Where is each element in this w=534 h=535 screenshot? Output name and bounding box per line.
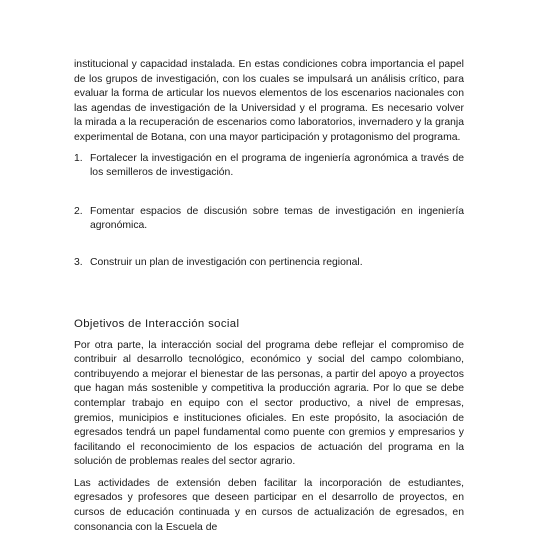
list-item-text: Fomentar espacios de discusión sobre temas de investigación en ingeniería agronómica. — [90, 205, 464, 232]
list-item-number: 1. — [74, 152, 83, 164]
section-paragraph-2: Las actividades de extensión deben facilitar la incorporación de estudiantes, egresados y profesores que deseen participar en el desarrollo de proyectos, en cursos de educación continuada y en cursos de actualización de egresados, en consonancia con la Escuela de — [74, 477, 464, 533]
list-item — [74, 205, 464, 234]
intro-paragraph: institucional y capacidad instalada. En estas condiciones cobra importancia el papel de los grupos de investigación, con los cuales se impulsará un análisis crítico, para evaluar la forma de articular los nuevos elementos de los escenarios nacionales con las agendas de investigación de la Universidad y el programa. Es necesario volver la mirada a la recuperación de escenarios como laboratorios, invernadero y la granja experimental de Botana, con una mayor participación y protagonismo del programa. — [74, 59, 464, 143]
list-item — [74, 256, 464, 271]
section-heading: Objetivos de Interacción social — [74, 317, 240, 330]
objectives-list — [74, 152, 464, 271]
page-content — [74, 58, 464, 535]
list-item-text: Construir un plan de investigación con pertinencia regional. — [90, 256, 363, 268]
list-item-number: 2. — [74, 205, 83, 217]
list-item — [74, 152, 464, 181]
list-item-number: 3. — [74, 256, 83, 268]
section-paragraph-1: Por otra parte, la interacción social del programa debe reflejar el compromiso de contribuir al desarrollo tecnológico, económico y social del campo colombiano, contribuyendo a mejorar el bienestar de las personas, a partir del apoyo a proyectos que hagan más sostenible y competitiva la producción agraria. Por lo que se debe contemplar trabajo en equipo con el sector productivo, a nivel de empresas, gremios, municipios e instituciones oficiales. En este propósito, la asociación de egresados tendrá un papel fundamental como puente con gremios y empresarios y facilitando el reconocimiento de los espacios de actuación del programa en la solución de problemas reales del sector agrario. — [74, 339, 464, 468]
list-item-text: Fortalecer la investigación en el programa de ingeniería agronómica a través de los semilleros de investigación. — [90, 152, 464, 179]
